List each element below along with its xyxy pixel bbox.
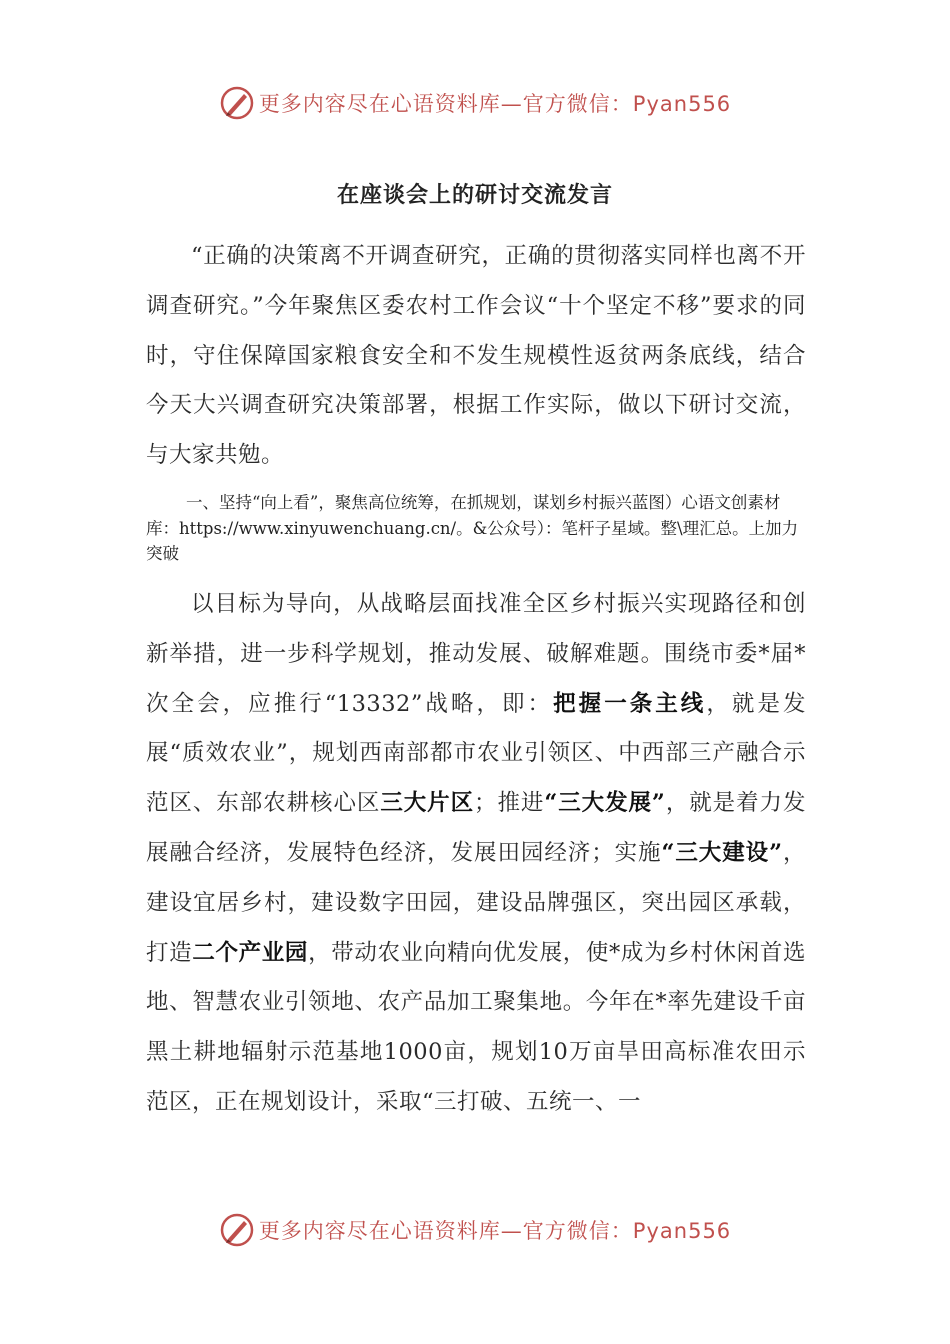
body-text: 以目标为导向，从战略层面找准全区乡村振兴实现路径和创新举措，进一步科学规划，推动发展、破解难题。围绕市委*届*次全会，应推行“13332”战略，即： [146, 591, 806, 717]
paragraph-body [146, 580, 806, 1128]
bold-phrase: 二个产业园 [192, 939, 309, 966]
pen-circle-icon [219, 85, 255, 121]
body-text: ；推进 [474, 790, 545, 817]
footer-banner [0, 1205, 950, 1255]
paragraph-intro: “正确的决策离不开调查研究，正确的贯彻落实同样也离不开调查研究。”今年聚焦区委农村工作会议“十个坚定不移”要求的同时，守住保障国家粮食安全和不发生规模性返贫两条底线，结合今天大兴调查研究决策部署，根据工作实际，做以下研讨交流，与大家共勉。 [146, 243, 806, 469]
header-banner [0, 78, 950, 128]
document-title: 在座谈会上的研讨交流发言 [336, 183, 613, 208]
bold-phrase: “三大发展” [544, 790, 666, 817]
body-text: ，建设宜居乡村，建设数字田园，建设品牌强区，突出园区承载，打造 [146, 839, 806, 966]
banner-text: 更多内容尽在心语资料库—官方微信：Pyan556 [258, 92, 732, 116]
bold-phrase: 把握一条主线 [553, 690, 707, 717]
banner-text: 更多内容尽在心语资料库—官方微信：Pyan556 [258, 1219, 732, 1243]
section-heading: 一、坚持“向上看”，聚焦高位统筹，在抓规划，谋划乡村振兴蓝图）心语文创素材库：https://www.xinyuwenchuang.cn/。&公众号）：笔杆子星域。整\理汇总。上加力突破 [146, 493, 799, 563]
bold-phrase: 三大片区 [380, 790, 475, 817]
body-text: ，就是发展“质效农业”，规划西南部都市农业引领区、中西部三产融合示范区、东部农耕核心区 [146, 690, 806, 817]
bold-phrase: “三大建设” [661, 839, 783, 866]
body-text: ，就是着力发展融合经济，发展特色经济，发展田园经济；实施 [146, 790, 806, 866]
body-text: ，带动农业向精向优发展，使*成为乡村休闲首选地、智慧农业引领地、农产品加工聚集地。今年在*率先建设千亩黑土耕地辐射示范基地1000亩，规划10万亩旱田高标准农田示范区，正在规划设计，采取“三打破、五统一、一 [146, 939, 806, 1115]
pen-circle-icon [219, 1212, 255, 1248]
